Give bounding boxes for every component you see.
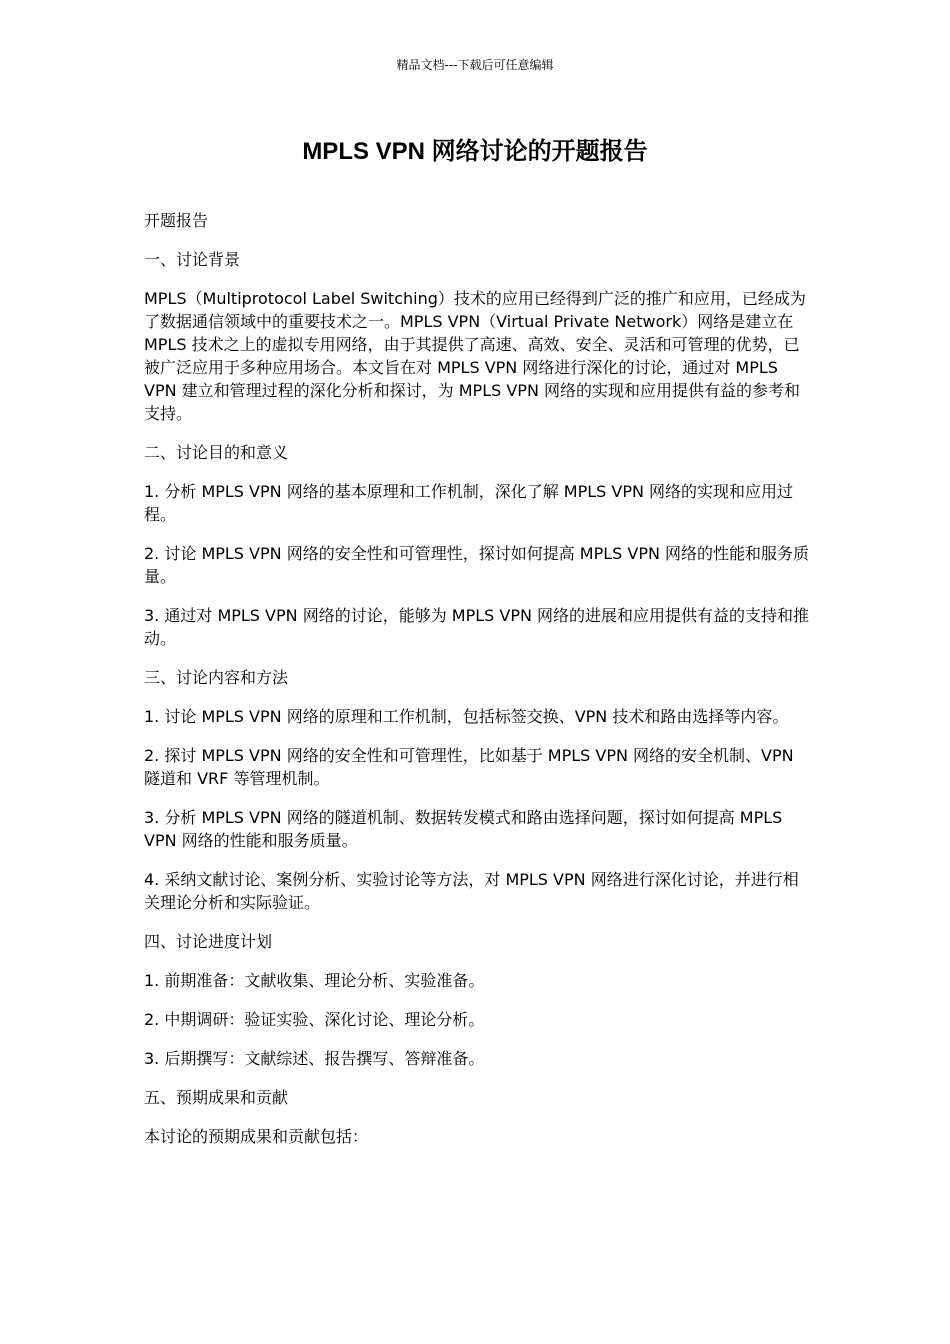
list-item-content-3: 3. 分析 MPLS VPN 网络的隧道机制、数据转发模式和路由选择问题，探讨如何提高 MPLS VPN 网络的性能和服务质量。 xyxy=(144,808,783,850)
list-item-purpose-2: 2. 讨论 MPLS VPN 网络的安全性和可管理性，探讨如何提高 MPLS VPN 网络的性能和服务质量。 xyxy=(144,544,810,586)
list-item-content-1: 1. 讨论 MPLS VPN 网络的原理和工作机制，包括标签交换、VPN 技术和路由选择等内容。 xyxy=(144,707,789,726)
list-item-content-4: 4. 采纳文献讨论、案例分析、实验讨论等方法，对 MPLS VPN 网络进行深化讨论，并进行相关理论分析和实际验证。 xyxy=(144,870,799,912)
page-header: 精品文档---下载后可任意编辑 xyxy=(396,58,554,72)
document-title: MPLS VPN 网络讨论的开题报告 xyxy=(302,138,648,165)
section-heading-content-method: 三、讨论内容和方法 xyxy=(144,668,289,687)
list-item-content-2: 2. 探讨 MPLS VPN 网络的安全性和可管理性，比如基于 MPLS VPN 网络的安全机制、VPN 隧道和 VRF 等管理机制。 xyxy=(144,746,794,788)
paragraph-background: MPLS（Multiprotocol Label Switching）技术的应用已经得到广泛的推广和应用，已经成为了数据通信领域中的重要技术之一。MPLS VPN（Virtual Private Network）网络是建立在 MPLS 技术之上的虚拟专用网络，由于其提供了高速、高效、安全、灵活和可管理的优势，已被广泛应用于多种应用场合。本文旨在对 MPLS VPN 网络进行深化的讨论，通过对 MPLS VPN 建立和管理过程的深化分析和探讨，为 MPLS VPN 网络的实现和应用提供有益的参考和支持。 xyxy=(144,289,806,423)
section-heading-schedule: 四、讨论进度计划 xyxy=(144,932,273,951)
list-item-schedule-3: 3. 后期撰写：文献综述、报告撰写、答辩准备。 xyxy=(144,1049,485,1068)
list-item-purpose-3: 3. 通过对 MPLS VPN 网络的讨论，能够为 MPLS VPN 网络的进展和应用提供有益的支持和推动。 xyxy=(144,606,810,648)
list-item-purpose-1: 1. 分析 MPLS VPN 网络的基本原理和工作机制，深化了解 MPLS VPN 网络的实现和应用过程。 xyxy=(144,482,794,524)
section-heading-purpose: 二、讨论目的和意义 xyxy=(144,443,289,462)
list-item-schedule-1: 1. 前期准备：文献收集、理论分析、实验准备。 xyxy=(144,971,485,990)
section-heading-outcomes: 五、预期成果和贡献 xyxy=(144,1088,289,1107)
list-item-schedule-2: 2. 中期调研：验证实验、深化讨论、理论分析。 xyxy=(144,1010,485,1029)
document-body xyxy=(144,209,810,1164)
section-heading-background: 一、讨论背景 xyxy=(144,250,241,269)
paragraph-outcomes-intro: 本讨论的预期成果和贡献包括： xyxy=(144,1127,369,1146)
section-heading-report: 开题报告 xyxy=(144,211,209,230)
